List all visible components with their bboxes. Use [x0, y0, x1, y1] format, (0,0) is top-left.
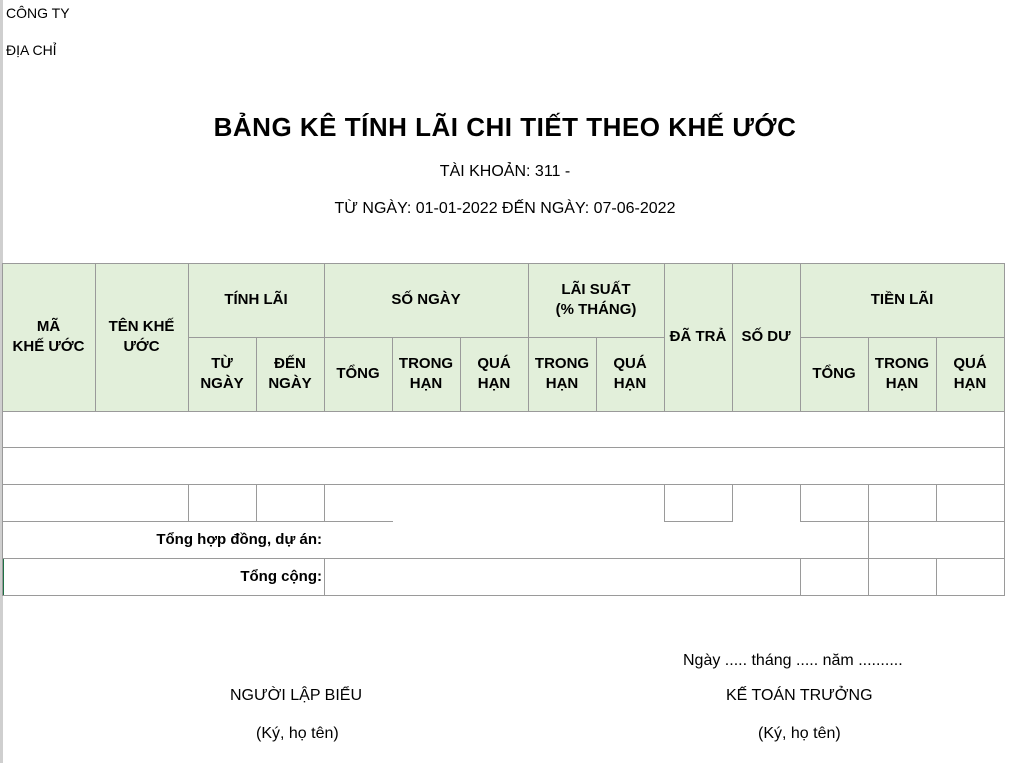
grid-line-h [664, 521, 733, 522]
grid-line-v [868, 484, 869, 522]
header-tien-lai-qua-han: QUÁ HẠN [936, 337, 1004, 411]
grid-line-v [528, 263, 529, 412]
header-so-ngay: SỐ NGÀY [324, 263, 528, 337]
interest-table [2, 263, 1006, 597]
grand-total-label: Tổng cộng: [240, 568, 322, 585]
header-so-ngay-trong-han: TRONG HẠN [392, 337, 460, 411]
company-name: CÔNG TY [6, 5, 70, 21]
grid-line-v [324, 484, 325, 522]
grid-line-v [256, 484, 257, 522]
grid-line-h [324, 337, 529, 338]
header-so-du: SỐ DƯ [732, 263, 800, 411]
header-lai-suat-qua-han: QUÁ HẠN [596, 337, 664, 411]
grid-line-v [392, 337, 393, 412]
grid-line-v [188, 484, 189, 522]
chief-note: (Ký, họ tên) [758, 725, 841, 742]
grid-line-v [2, 263, 3, 596]
header-ten-khe-uoc: TÊN KHẾ ƯỚC [95, 263, 188, 411]
grid-line-h [2, 447, 1005, 448]
grid-line-v [732, 484, 733, 522]
grid-line-h [2, 521, 393, 522]
grid-line-v [664, 484, 665, 522]
date-line: Ngày ..... tháng ..... năm .......... [683, 652, 903, 669]
grid-line-h [800, 337, 1005, 338]
header-lai-suat: LÃI SUẤT (% THÁNG) [528, 263, 664, 337]
grid-line-v [800, 484, 801, 522]
grid-line-v [664, 263, 665, 412]
header-tu-ngay: TỪ NGÀY [188, 337, 256, 411]
header-ma-khe-uoc: MÃ KHẾ ƯỚC [2, 263, 95, 411]
grid-line-v [936, 558, 937, 596]
header-so-ngay-tong: TỔNG [324, 337, 392, 411]
grid-line-v [732, 263, 733, 412]
preparer-note: (Ký, họ tên) [256, 725, 339, 742]
grid-line-v [1004, 263, 1005, 596]
contract-total-label: Tổng hợp đồng, dự án: [156, 531, 322, 548]
account-line: TÀI KHOẢN: 311 - [439, 163, 571, 180]
grid-line-h [2, 411, 1005, 412]
header-tien-lai: TIỀN LÃI [800, 263, 1004, 337]
period-line: TỪ NGÀY: 01-01-2022 ĐẾN NGÀY: 07-06-2022 [334, 200, 676, 217]
chief-title: KẾ TOÁN TRƯỞNG [726, 687, 873, 704]
header-tien-lai-trong-han: TRONG HẠN [868, 337, 936, 411]
grid-line-v [800, 558, 801, 596]
header-den-ngay: ĐẾN NGÀY [256, 337, 324, 411]
grid-line-v [868, 337, 869, 412]
header-so-ngay-qua-han: QUÁ HẠN [460, 337, 528, 411]
grid-line-v [95, 263, 96, 412]
grid-line-v [256, 337, 257, 412]
page-title: BẢNG KÊ TÍNH LÃI CHI TIẾT THEO KHẾ ƯỚC [213, 112, 797, 142]
grid-line-v [936, 484, 937, 522]
header-lai-suat-trong-han: TRONG HẠN [528, 337, 596, 411]
grid-line-v [596, 337, 597, 412]
grid-line-v [324, 558, 325, 596]
grid-line-h [2, 484, 1005, 485]
grid-line-v [800, 263, 801, 412]
company-address: ĐỊA CHỈ [6, 42, 57, 58]
header-tinh-lai: TÍNH LÃI [188, 263, 324, 337]
grid-line-v [936, 337, 937, 412]
header-da-tra: ĐÃ TRẢ [664, 263, 732, 411]
grid-line-h [2, 263, 1005, 264]
grid-line-h [2, 558, 1005, 559]
preparer-title: NGƯỜI LẬP BIỂU [230, 687, 363, 704]
grid-line-v [188, 263, 189, 412]
grid-line-v [460, 337, 461, 412]
header-tien-lai-tong: TỔNG [800, 337, 868, 411]
grid-line-h [2, 595, 1005, 596]
grid-line-h [800, 521, 1005, 522]
grid-line-v [324, 263, 325, 412]
